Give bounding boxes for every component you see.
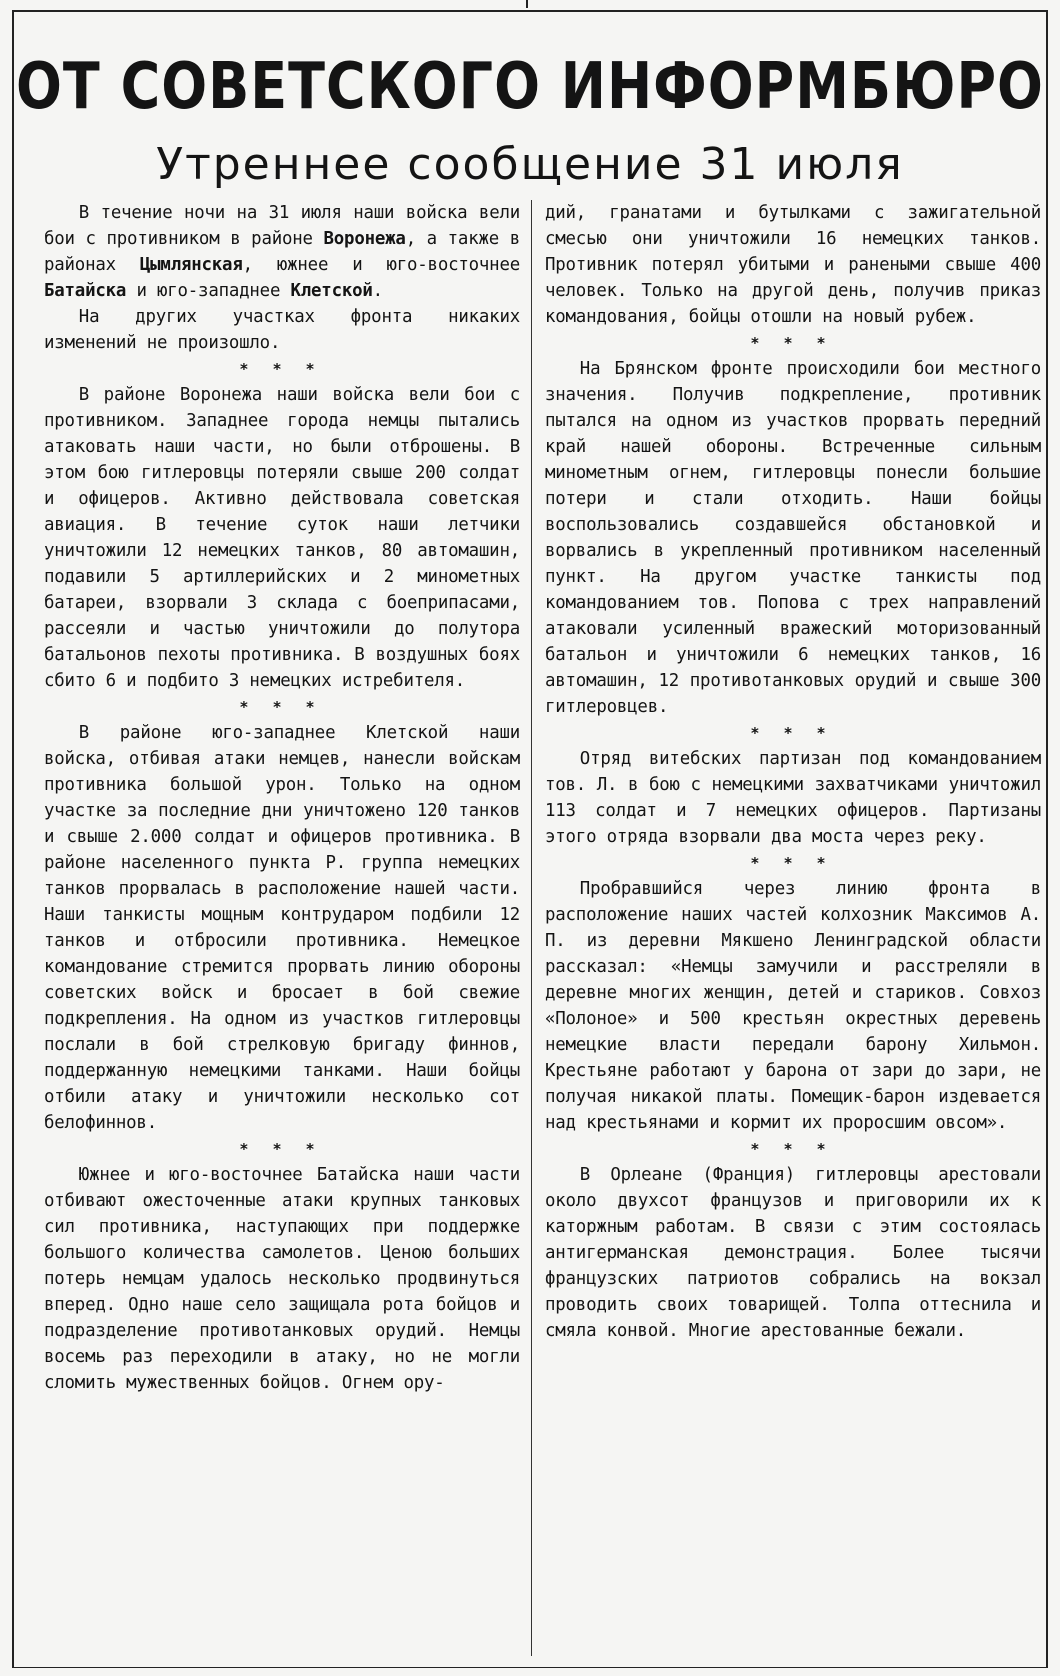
section-separator: * * * bbox=[751, 334, 835, 352]
article-paragraph-intro bbox=[44, 200, 520, 304]
place-name: Клетской bbox=[290, 281, 373, 301]
place-name: Воронежа bbox=[323, 229, 406, 249]
section-separator: * * * bbox=[240, 1140, 324, 1158]
section-separator: * * * bbox=[240, 698, 324, 716]
text-run: . bbox=[372, 281, 383, 301]
text-run: и юго-западнее bbox=[126, 281, 291, 301]
page-subheadline: Утреннее сообщение 31 июля bbox=[156, 139, 904, 190]
text-run: В течение ночи на 31 июля наши войска вели бои с противником в районе bbox=[44, 203, 520, 249]
article-paragraph: На Брянском фронте происходили бои местного значения. Получив подкрепление, противник пытался на одном из участков прорвать передний край нашей обороны. Встреченные сильным минометным огнем, гитлеровцы понесли большие потери и стали отходить. Наши бойцы воспользовались создавшейся обстановкой и ворвались в укрепленный противником населенный пункт. На другом участке танкисты под командованием тов. Попова с трех направлений атаковали усиленный вражеский моторизованный батальон и уничтожили 6 немецких танков, 16 автомашин, 12 противотанковых орудий и свыше 300 гитлеровцев. bbox=[545, 359, 1041, 717]
section-separator: * * * bbox=[751, 854, 835, 872]
column-divider bbox=[531, 200, 532, 1656]
left-column bbox=[44, 200, 520, 1396]
article-paragraph-continued: дий, гранатами и бутылками с зажигательной смесью они уничтожили 16 немецких танков. Противник потерял убитыми и ранеными свыше 400 человек. Только на другой день, получив приказ командования, бойцы отошли на новый рубеж. bbox=[545, 203, 1041, 327]
left-border-rule bbox=[12, 10, 14, 1668]
top-border-rule bbox=[14, 10, 1046, 12]
top-edge-mark bbox=[526, 0, 528, 8]
page-headline: ОТ СОВЕТСКОГО ИНФОРМБЮРО bbox=[16, 49, 1044, 124]
text-run: , южнее и юго-восточнее bbox=[242, 255, 520, 275]
place-name: Батайска bbox=[44, 281, 127, 301]
article-paragraph: В районе юго-западнее Клетской наши войска, отбивая атаки немцев, нанесли войскам противника большой урон. Только на одном участке за последние дни уничтожено 120 танков и свыше 2.000 солдат и офицеров противника. В районе населенного пункта Р. группа немецких танков прорвалась в расположение нашей части. Наши танкисты мощным контрударом подбили 12 танков и отбросили противника. Немецкое командование стремится прорвать линию обороны советских войск и бросает в бой свежие подкрепления. На одном из участков гитлеровцы послали в бой стрелковую бригаду финнов, поддержанную немецкими танками. Наши бойцы отбили атаку и уничтожили несколько сот белофиннов. bbox=[44, 723, 520, 1133]
section-separator: * * * bbox=[751, 1140, 835, 1158]
article-paragraph: В Орлеане (Франция) гитлеровцы арестовали около двухсот французов и приговорили их к каторжным работам. В связи с этим состоялась антигерманская демонстрация. Более тысячи французских патриотов собрались на вокзал проводить своих товарищей. Толпа оттеснила и смяла конвой. Многие арестованные бежали. bbox=[545, 1165, 1041, 1341]
right-border-rule bbox=[1046, 10, 1048, 1668]
section-separator: * * * bbox=[751, 724, 835, 742]
place-name: Цымлянская bbox=[139, 255, 243, 275]
text-run: , а также в районах bbox=[44, 229, 520, 275]
article-paragraph: Южнее и юго-восточнее Батайска наши части отбивают ожесточенные атаки крупных танковых сил противника, наступающих при поддержке большого количества самолетов. Ценою больших потерь немцам удалось несколько продвинуться вперед. Одно наше село защищала рота бойцов и подразделение противотанковых орудий. Немцы восемь раз переходили в атаку, но не могли сломить мужественных бойцов. Огнем ору- bbox=[44, 1165, 520, 1393]
article-paragraph: Отряд витебских партизан под командованием тов. Л. в бою с немецкими захватчиками уничтожил 113 солдат и 7 немецких офицеров. Партизаны этого отряда взорвали два моста через реку. bbox=[545, 749, 1041, 847]
section-separator: * * * bbox=[240, 360, 324, 378]
article-paragraph: Пробравшийся через линию фронта в расположение наших частей колхозник Максимов А. П. из деревни Мякшено Ленинградской области рассказал: «Немцы замучили и расстреляли в деревне многих женщин, детей и стариков. Совхоз «Полоное» и 500 крестьян окрестных деревень немецкие власти передали барону Хильмон. Крестьяне работают у барона от зари до зари, не получая никакой платы. Помещик-барон издевается над крестьянами и кормит их проросшим овсом». bbox=[545, 879, 1041, 1133]
article-paragraph: На других участках фронта никаких изменений не произошло. bbox=[44, 307, 520, 353]
right-column bbox=[545, 200, 1041, 1344]
bottom-border-rule bbox=[12, 1667, 1048, 1668]
article-paragraph: В районе Воронежа наши войска вели бои с противником. Западнее города немцы пытались атаковать наши части, но были отброшены. В этом бою гитлеровцы потеряли свыше 200 солдат и офицеров. Активно действовала советская авиация. В течение суток наши летчики уничтожили 12 немецких танков, 80 автомашин, подавили 5 артиллерийских и 2 минометных батареи, взорвали 3 склада с боеприпасами, рассеяли и частью уничтожили до полутора батальонов пехоты противника. В воздушных боях сбито 6 и подбито 3 немецких истребителя. bbox=[44, 385, 520, 691]
